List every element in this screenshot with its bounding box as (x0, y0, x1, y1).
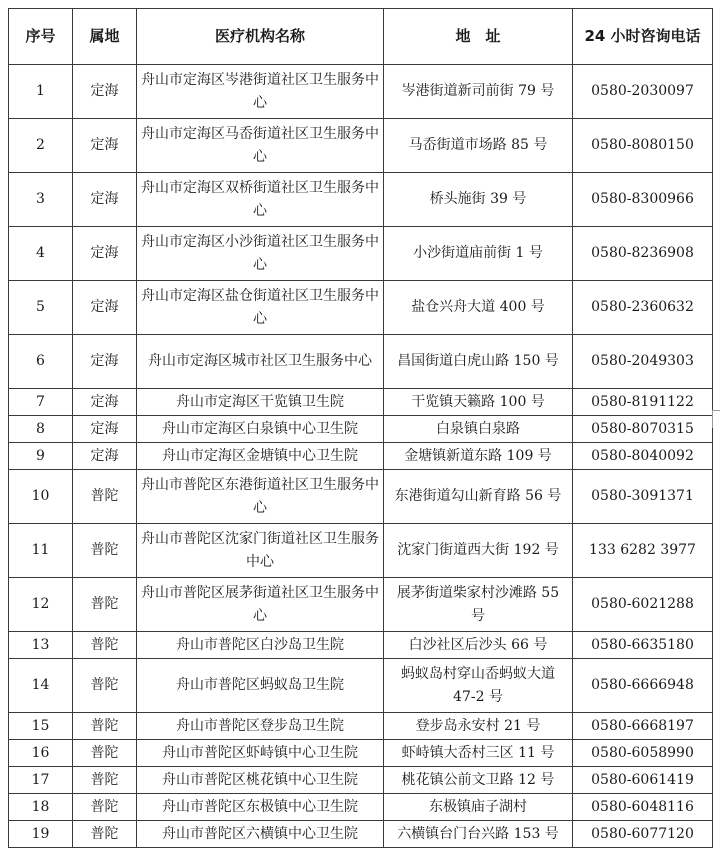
cell-phone: 0580-6077120 (573, 821, 713, 848)
cell-index: 1 (9, 65, 73, 119)
cell-phone: 0580-6668197 (573, 713, 713, 740)
table-row (9, 389, 713, 416)
cell-address: 盐仓兴舟大道 400 号 (384, 281, 573, 335)
cell-index: 19 (9, 821, 73, 848)
cell-index: 10 (9, 470, 73, 524)
cell-district: 定海 (73, 65, 137, 119)
cell-address: 桥头施街 39 号 (384, 173, 573, 227)
cell-index: 5 (9, 281, 73, 335)
table-row (9, 524, 713, 578)
table-row (9, 335, 713, 389)
cell-phone: 133 6282 3977 (573, 524, 713, 578)
cell-address: 小沙街道庙前街 1 号 (384, 227, 573, 281)
cell-index: 8 (9, 416, 73, 443)
table-row (9, 416, 713, 443)
cell-phone: 0580-3091371 (573, 470, 713, 524)
cell-district: 定海 (73, 389, 137, 416)
cell-institution: 舟山市定海区马岙街道社区卫生服务中心 (137, 119, 384, 173)
cell-index: 13 (9, 632, 73, 659)
table-row (9, 713, 713, 740)
cell-address: 白沙社区后沙头 66 号 (384, 632, 573, 659)
table-header-row (9, 9, 713, 65)
cell-index: 9 (9, 443, 73, 470)
table-row (9, 227, 713, 281)
cell-district: 普陀 (73, 740, 137, 767)
cell-index: 11 (9, 524, 73, 578)
table-row (9, 767, 713, 794)
table-row (9, 740, 713, 767)
table-row (9, 65, 713, 119)
cell-address: 白泉镇白泉路 (384, 416, 573, 443)
cell-phone: 0580-6635180 (573, 632, 713, 659)
cell-district: 普陀 (73, 659, 137, 713)
cell-institution: 舟山市定海区城市社区卫生服务中心 (137, 335, 384, 389)
cell-institution: 舟山市定海区白泉镇中心卫生院 (137, 416, 384, 443)
cell-district: 定海 (73, 281, 137, 335)
cell-institution: 舟山市普陀区蚂蚁岛卫生院 (137, 659, 384, 713)
cell-district: 定海 (73, 227, 137, 281)
cell-district: 定海 (73, 335, 137, 389)
cell-institution: 舟山市普陀区桃花镇中心卫生院 (137, 767, 384, 794)
cell-phone: 0580-6058990 (573, 740, 713, 767)
table-row (9, 821, 713, 848)
cell-phone: 0580-8080150 (573, 119, 713, 173)
cell-index: 15 (9, 713, 73, 740)
header-district: 属地 (73, 9, 137, 65)
cell-address: 登步岛永安村 21 号 (384, 713, 573, 740)
document-page (8, 8, 712, 848)
cell-index: 17 (9, 767, 73, 794)
cell-phone: 0580-2360632 (573, 281, 713, 335)
page-edge-mark (712, 410, 720, 428)
cell-index: 2 (9, 119, 73, 173)
cell-institution: 舟山市定海区岑港街道社区卫生服务中心 (137, 65, 384, 119)
cell-address: 马岙街道市场路 85 号 (384, 119, 573, 173)
cell-phone: 0580-8070315 (573, 416, 713, 443)
cell-district: 普陀 (73, 794, 137, 821)
cell-district: 定海 (73, 173, 137, 227)
cell-phone: 0580-6021288 (573, 578, 713, 632)
cell-address: 沈家门街道西大街 192 号 (384, 524, 573, 578)
table-row (9, 470, 713, 524)
cell-phone: 0580-8191122 (573, 389, 713, 416)
medical-institutions-table (8, 8, 713, 848)
header-institution: 医疗机构名称 (137, 9, 384, 65)
cell-institution: 舟山市普陀区展茅街道社区卫生服务中心 (137, 578, 384, 632)
cell-address: 昌国街道白虎山路 150 号 (384, 335, 573, 389)
cell-index: 7 (9, 389, 73, 416)
cell-phone: 0580-2030097 (573, 65, 713, 119)
cell-index: 3 (9, 173, 73, 227)
cell-phone: 0580-6666948 (573, 659, 713, 713)
cell-address: 干览镇天籁路 100 号 (384, 389, 573, 416)
header-address: 地 址 (384, 9, 573, 65)
table-row (9, 443, 713, 470)
cell-district: 普陀 (73, 524, 137, 578)
cell-district: 普陀 (73, 632, 137, 659)
table-row (9, 119, 713, 173)
cell-address: 东极镇庙子湖村 (384, 794, 573, 821)
cell-index: 4 (9, 227, 73, 281)
cell-institution: 舟山市定海区盐仓街道社区卫生服务中心 (137, 281, 384, 335)
cell-address: 桃花镇公前文卫路 12 号 (384, 767, 573, 794)
cell-phone: 0580-8040092 (573, 443, 713, 470)
cell-district: 普陀 (73, 578, 137, 632)
cell-address: 六横镇台门台兴路 153 号 (384, 821, 573, 848)
cell-index: 12 (9, 578, 73, 632)
cell-institution: 舟山市普陀区白沙岛卫生院 (137, 632, 384, 659)
cell-institution: 舟山市普陀区东极镇中心卫生院 (137, 794, 384, 821)
cell-index: 6 (9, 335, 73, 389)
cell-address: 蚂蚁岛村穿山岙蚂蚁大道 47-2 号 (384, 659, 573, 713)
cell-index: 14 (9, 659, 73, 713)
cell-phone: 0580-8236908 (573, 227, 713, 281)
cell-address: 岑港街道新司前街 79 号 (384, 65, 573, 119)
table-row (9, 578, 713, 632)
table-row (9, 659, 713, 713)
table-row (9, 281, 713, 335)
cell-district: 普陀 (73, 470, 137, 524)
cell-institution: 舟山市普陀区登步岛卫生院 (137, 713, 384, 740)
cell-address: 东港街道勾山新育路 56 号 (384, 470, 573, 524)
cell-institution: 舟山市普陀区东港街道社区卫生服务中心 (137, 470, 384, 524)
cell-institution: 舟山市定海区干览镇卫生院 (137, 389, 384, 416)
cell-index: 16 (9, 740, 73, 767)
cell-institution: 舟山市普陀区沈家门街道社区卫生服务中心 (137, 524, 384, 578)
cell-district: 普陀 (73, 767, 137, 794)
cell-institution: 舟山市普陀区虾峙镇中心卫生院 (137, 740, 384, 767)
cell-district: 定海 (73, 443, 137, 470)
cell-district: 普陀 (73, 821, 137, 848)
table-row (9, 794, 713, 821)
cell-phone: 0580-6048116 (573, 794, 713, 821)
cell-phone: 0580-2049303 (573, 335, 713, 389)
cell-phone: 0580-6061419 (573, 767, 713, 794)
cell-institution: 舟山市定海区金塘镇中心卫生院 (137, 443, 384, 470)
cell-institution: 舟山市定海区双桥街道社区卫生服务中心 (137, 173, 384, 227)
header-index: 序号 (9, 9, 73, 65)
cell-index: 18 (9, 794, 73, 821)
cell-phone: 0580-8300966 (573, 173, 713, 227)
cell-institution: 舟山市普陀区六横镇中心卫生院 (137, 821, 384, 848)
cell-district: 普陀 (73, 713, 137, 740)
table-row (9, 632, 713, 659)
cell-address: 展茅街道柴家村沙滩路 55 号 (384, 578, 573, 632)
cell-address: 金塘镇新道东路 109 号 (384, 443, 573, 470)
cell-institution: 舟山市定海区小沙街道社区卫生服务中心 (137, 227, 384, 281)
header-phone: 24 小时咨询电话 (573, 9, 713, 65)
cell-district: 定海 (73, 416, 137, 443)
cell-address: 虾峙镇大岙村三区 11 号 (384, 740, 573, 767)
table-row (9, 173, 713, 227)
cell-district: 定海 (73, 119, 137, 173)
